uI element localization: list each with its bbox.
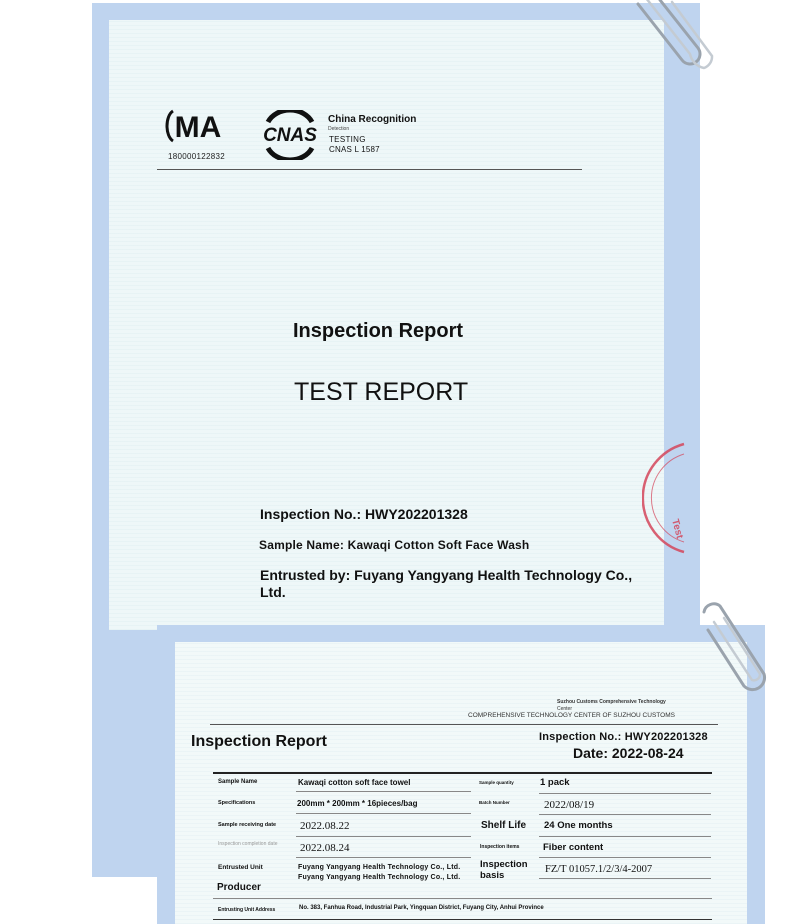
inspection-number: Inspection No.: HWY202201328 bbox=[260, 506, 468, 522]
report-subtitle: TEST REPORT bbox=[294, 378, 469, 406]
detail-report-title: Inspection Report bbox=[191, 733, 328, 750]
detail-inspection-number: Inspection No.: HWY202201328 bbox=[539, 731, 708, 743]
center-name-line1: Suzhou Customs Comprehensive Technology bbox=[557, 699, 666, 705]
paperclip-icon bbox=[690, 600, 770, 700]
receiving-date-label: Sample receiving date bbox=[218, 822, 277, 828]
sample-name-label: Sample Name bbox=[218, 779, 258, 785]
center-name-english: COMPREHENSIVE TECHNOLOGY CENTER OF SUZHOU CUSTOMS bbox=[468, 712, 675, 719]
entrusted-unit-value: Fuyang Yangyang Health Technology Co., Ltd. Fuyang Yangyang Health Technology Co., Ltd. bbox=[298, 864, 461, 881]
row-line bbox=[213, 919, 712, 920]
row-line bbox=[296, 813, 471, 814]
batch-number-value: 2022/08/19 bbox=[544, 799, 595, 811]
cma-logo bbox=[163, 108, 233, 144]
inspection-items-label: Inspection items bbox=[480, 844, 520, 850]
cnas-testing: TESTING bbox=[329, 135, 366, 144]
inspection-items-value: Fiber content bbox=[543, 842, 604, 853]
entrusted-by: Entrusted by: Fuyang Yangyang Health Technology Co., Ltd. bbox=[260, 567, 633, 600]
inspection-basis-value: FZ/T 01057.1/2/3/4-2007 bbox=[545, 864, 653, 875]
cnas-title: China Recognition bbox=[328, 114, 417, 125]
row-line bbox=[539, 836, 711, 837]
row-line bbox=[539, 857, 711, 858]
entrusted-unit-label: Entrusted Unit bbox=[218, 864, 263, 871]
shelf-life-label: Shelf Life bbox=[481, 820, 527, 831]
detail-header-divider bbox=[210, 724, 718, 725]
row-line bbox=[539, 793, 711, 794]
batch-number-label: Batch Number bbox=[479, 800, 510, 805]
completion-date-label: Inspection completion date bbox=[218, 841, 278, 847]
header-divider bbox=[157, 169, 582, 170]
center-name-line2: Center bbox=[557, 706, 573, 712]
paperclip-icon bbox=[632, 0, 714, 80]
row-line bbox=[213, 898, 712, 899]
completion-date-value: 2022.08.24 bbox=[300, 842, 350, 854]
table-top-border bbox=[213, 772, 712, 774]
row-line bbox=[296, 857, 471, 858]
stamp-text: Test bbox=[669, 517, 685, 540]
sample-quantity-value: 1 pack bbox=[540, 777, 570, 788]
receiving-date-value: 2022.08.22 bbox=[300, 820, 350, 832]
sample-name-value: Kawaqi cotton soft face towel bbox=[298, 778, 411, 787]
row-line bbox=[296, 836, 471, 837]
cnas-detection: Detection bbox=[328, 126, 350, 132]
row-line bbox=[539, 878, 711, 879]
specifications-value: 200mm * 200mm * 16pieces/bag bbox=[297, 799, 418, 808]
row-line bbox=[539, 814, 711, 815]
report-title: Inspection Report bbox=[293, 320, 464, 342]
cnas-logo-text: CNAS bbox=[263, 125, 317, 146]
producer-label: Producer bbox=[217, 882, 261, 893]
cnas-license: CNAS L 1587 bbox=[329, 145, 380, 154]
sample-quantity-label: Sample quantity bbox=[479, 780, 514, 785]
cma-certificate-number: 180000122832 bbox=[168, 152, 225, 161]
cnas-logo bbox=[255, 110, 325, 160]
shelf-life-value: 24 One months bbox=[544, 820, 613, 831]
report-date: Date: 2022-08-24 bbox=[573, 745, 684, 761]
cma-logo-text: MA bbox=[174, 111, 222, 144]
row-line bbox=[296, 791, 471, 792]
specifications-label: Specifications bbox=[218, 800, 256, 806]
inspection-basis-label: Inspection basis bbox=[480, 859, 528, 881]
address-label: Entrusting Unit Address bbox=[218, 907, 276, 913]
red-seal-stamp bbox=[642, 438, 688, 558]
address-value: No. 383, Fanhua Road, Industrial Park, Yingquan District, Fuyang City, Anhui Province bbox=[299, 905, 544, 911]
sample-name: Sample Name: Kawaqi Cotton Soft Face Wash bbox=[259, 538, 530, 552]
